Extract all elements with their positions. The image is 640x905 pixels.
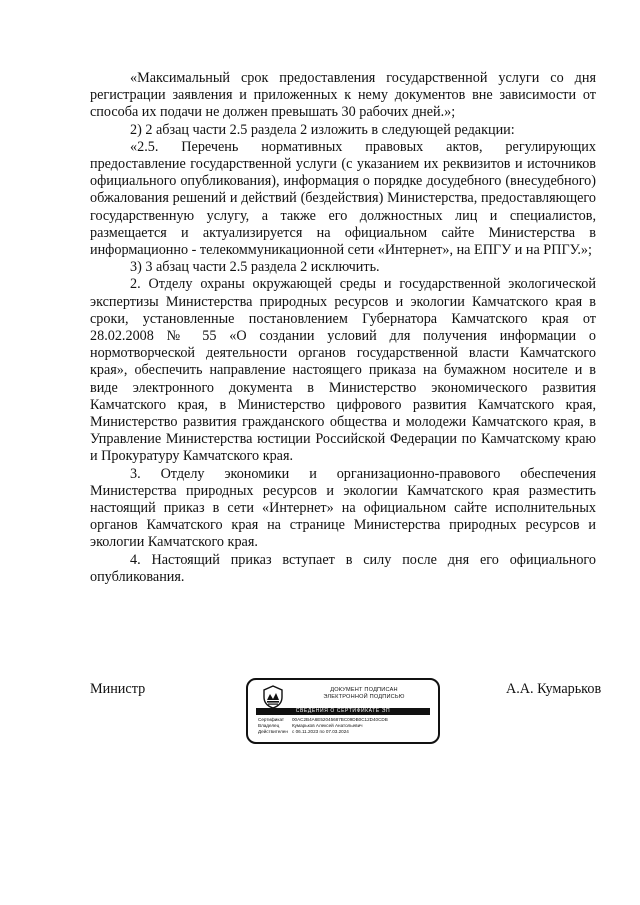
stamp-row-value: с 06.11.2023 по 07.03.2024	[292, 729, 349, 734]
stamp-row-label: Действителен	[258, 729, 288, 734]
stamp-row	[258, 729, 434, 735]
paragraph-5: 2. Отделу охраны окружающей среды и государственной экологической экспертизы Министерства природных ресурсов и экологии Камчатского края в сроки, установленные постановлением Губернатора Камчатского края от 28.02.2008 № 55 «О создании условий для получения информации о нормотворческой деятельности органов государственной власти Камчатского края», обеспечить направление настоящего приказа на бумажном носителе и в виде электронного документа в Министерство экономического развития Камчатского края, в Министерство цифрового развития Камчатского края, Министерство развития гражданского общества и молодежи Камчатского края, в Управление Министерства юстиции Российской Федерации по Камчатскому краю и Прокуратуру Камчатского края.	[90, 276, 596, 465]
paragraph-4: 3) 3 абзац части 2.5 раздела 2 исключить.	[130, 259, 380, 276]
paragraph-7: 4. Настоящий приказ вступает в силу после дня его официального опубликования.	[90, 551, 596, 585]
paragraph-6: 3. Отделу экономики и организационно-правового обеспечения Министерства природных ресурсов и экологии Камчатского края разместить настоящий приказ в сети «Интернет» на официальном сайте исполнительных органов Камчатского края на странице Министерства природных ресурсов и экологии Камчатского края.	[90, 465, 596, 551]
signer-position: Министр	[90, 681, 146, 697]
document-body	[90, 70, 596, 586]
paragraph-1: «Максимальный срок предоставления государственной услуги со дня регистрации заявления и приложенных к нему документов вне зависимости от способа их подачи не должен превышать 30 рабочих дней.»;	[90, 70, 596, 121]
stamp-certificate-band: СВЕДЕНИЯ О СЕРТИФИКАТЕ ЭП	[256, 708, 430, 715]
signer-name: А.А. Кумарьков	[506, 681, 602, 697]
stamp-heading	[292, 687, 436, 701]
stamp-row-value: 00AC2B4A6E52045687BC09DB0C12D40CDB	[292, 717, 388, 722]
electronic-signature-stamp	[246, 678, 440, 744]
stamp-certificate-details	[258, 717, 434, 735]
stamp-heading-line-2: ЭЛЕКТРОННОЙ ПОДПИСЬЮ	[323, 694, 405, 700]
paragraph-3: «2.5. Перечень нормативных правовых актов, регулирующих предоставление государственной услуги (с указанием их реквизитов и источников официального опубликования), информация о порядке досудебного (внесудебного) обжалования решений и действий (бездействия) Министерства, предоставляющего государственную услугу, а также его должностных лиц и специалистов, размещается и актуализируется на официальном сайте Министерства в информационно - телекоммуникационной сети «Интернет», на ЕПГУ и на РПГУ.»;	[90, 138, 596, 259]
coat-of-arms-icon	[262, 685, 284, 709]
stamp-row-label: Сертификат	[258, 717, 285, 722]
paragraph-2: 2) 2 абзац части 2.5 раздела 2 изложить в следующей редакции:	[130, 121, 515, 138]
stamp-row-label: Владелец	[258, 723, 280, 728]
stamp-row-value: Кумарьков Алексей Анатольевич	[292, 723, 363, 728]
stamp-heading-line-1: ДОКУМЕНТ ПОДПИСАН	[330, 687, 398, 693]
